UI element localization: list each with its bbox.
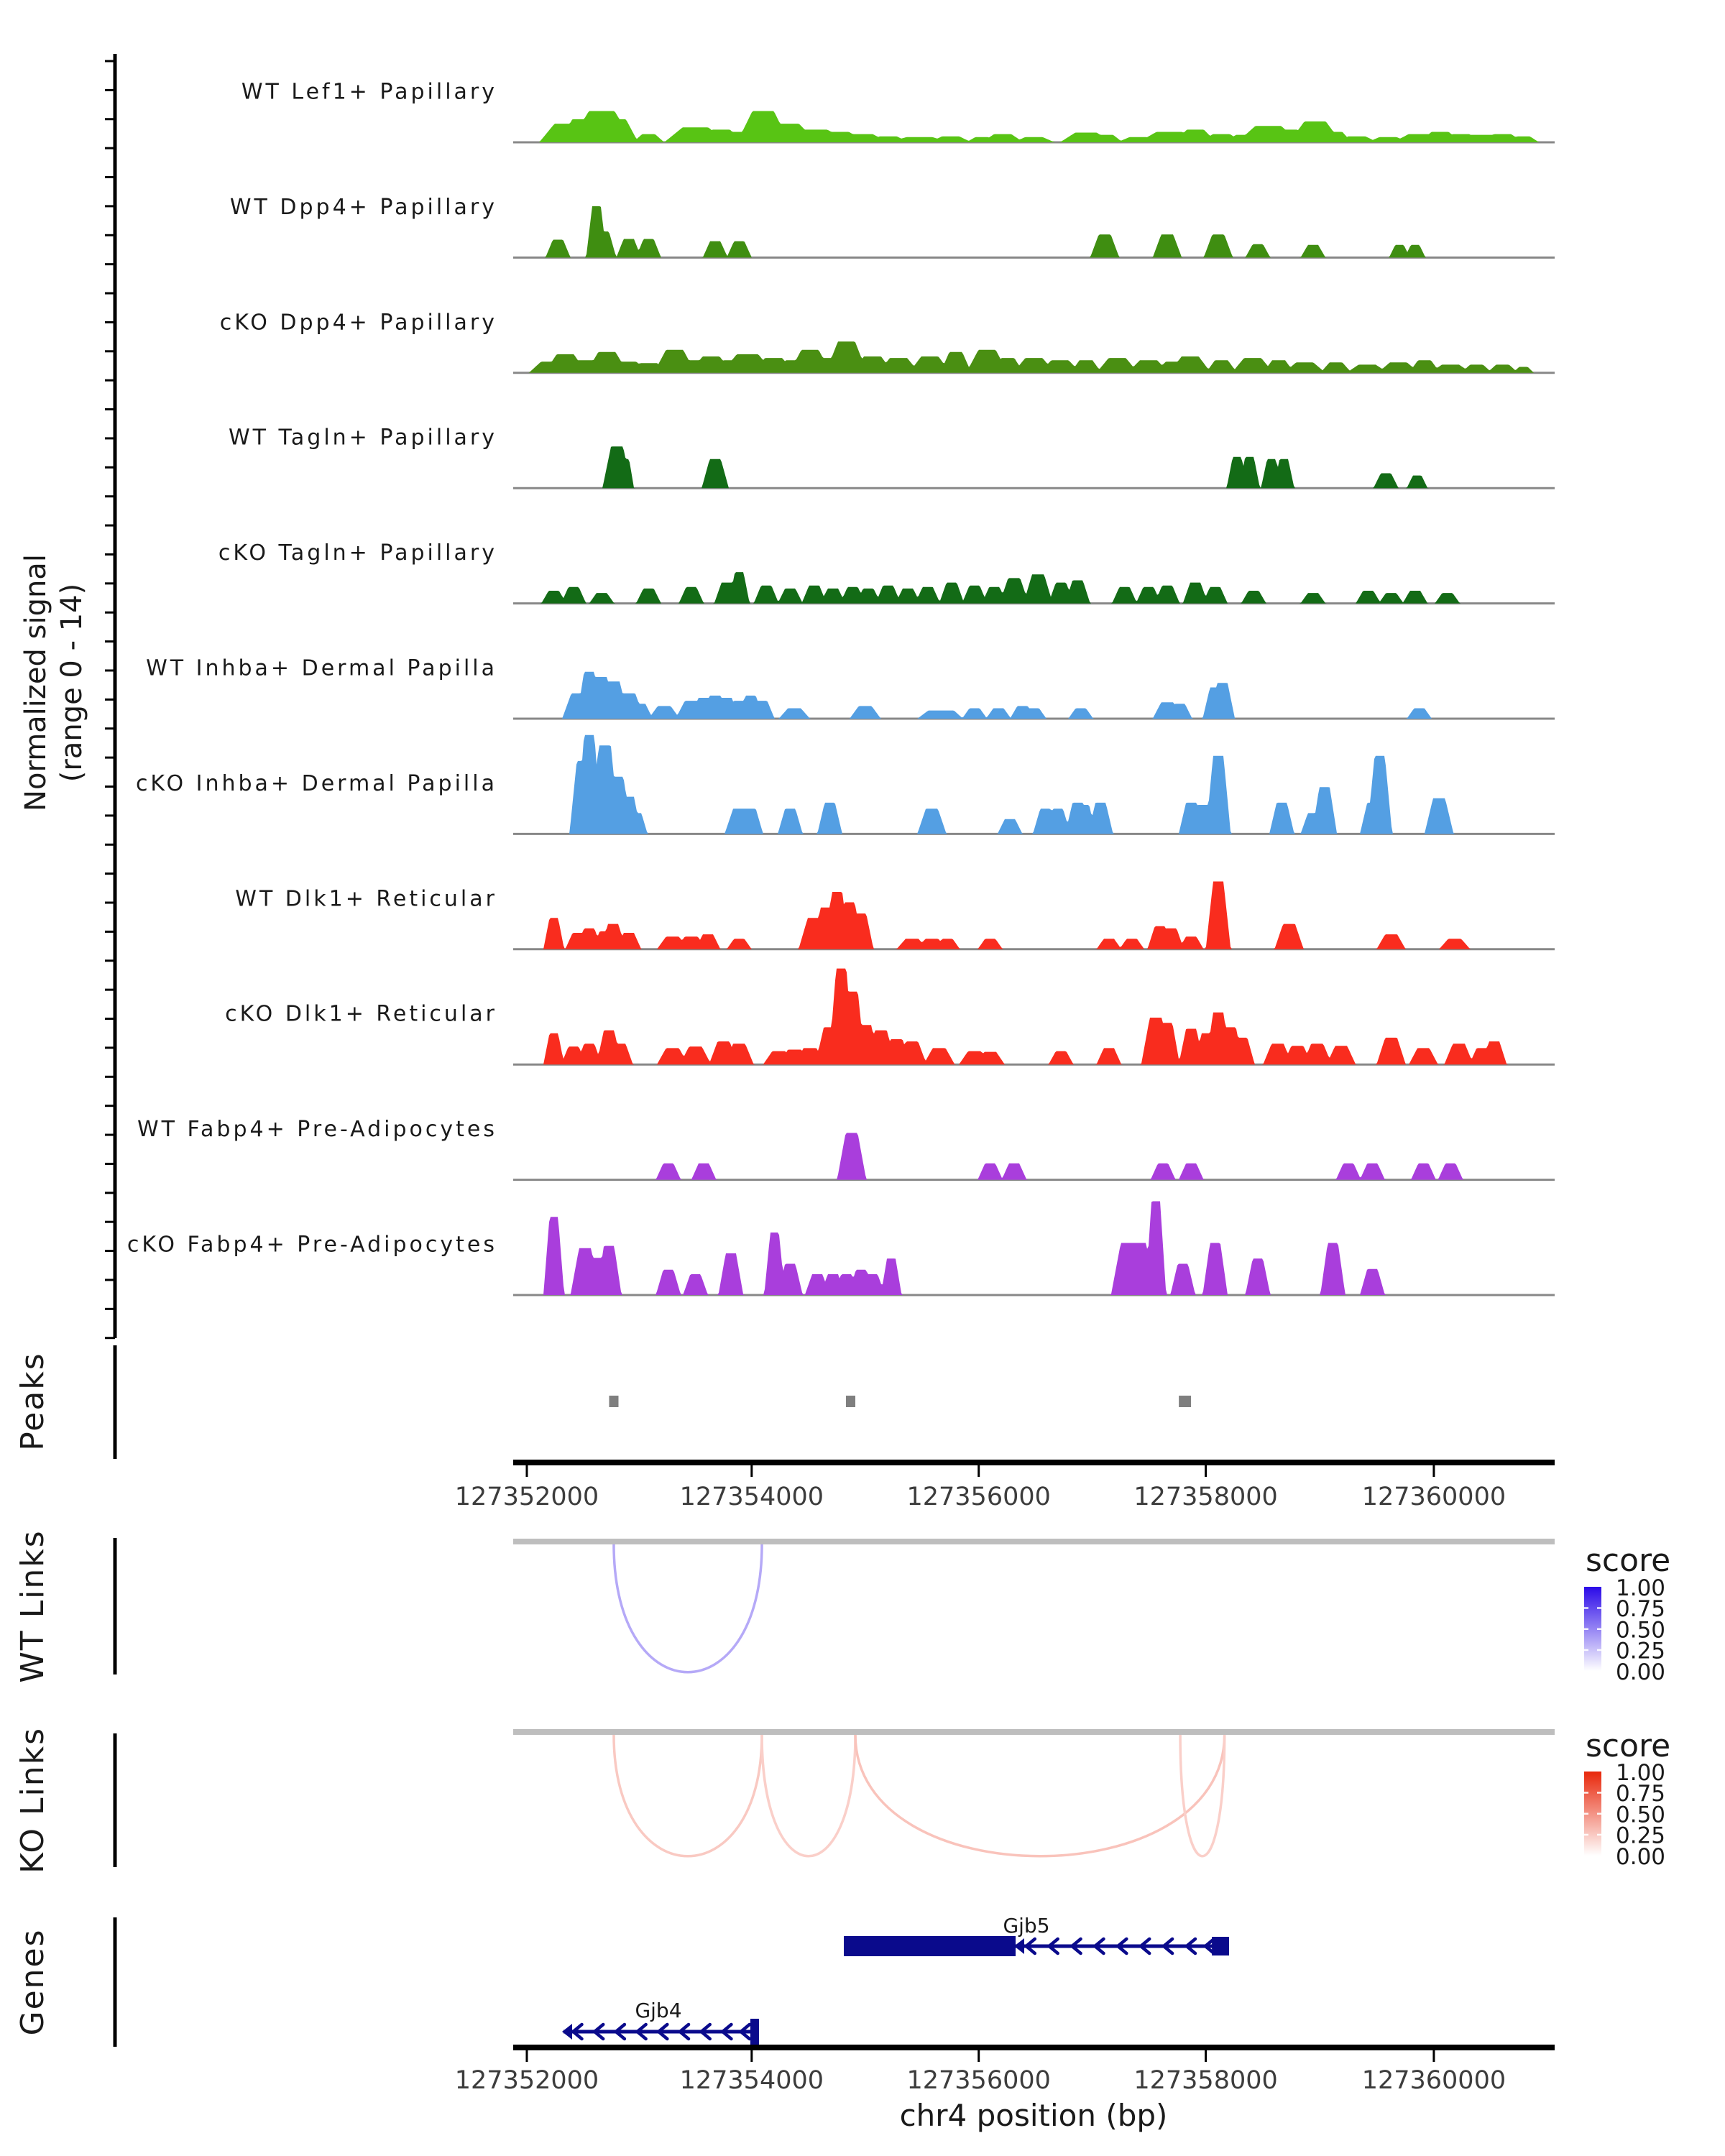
links-baseline <box>513 1729 1555 1735</box>
peak-region-box <box>1179 1396 1191 1407</box>
signal-area <box>513 111 1555 143</box>
gene-label-gjb4: Gjb4 <box>635 1999 682 2022</box>
y-axis-title-line2: (range 0 - 14) <box>55 583 88 783</box>
wt-score-legend-title: score <box>1586 1542 1671 1579</box>
track-label: cKO Inhba+ Dermal Papilla <box>135 770 497 796</box>
score-gradient-tick <box>1597 1649 1601 1651</box>
signal-area <box>513 672 1555 719</box>
score-legend-value: 1.00 <box>1616 1760 1666 1786</box>
genes-panel <box>562 1936 1229 2045</box>
track-label: cKO Fabp4+ Pre-Adipocytes <box>126 1232 497 1258</box>
score-gradient-tick <box>1597 1607 1601 1609</box>
score-legend-value: 0.00 <box>1616 1843 1666 1870</box>
signal-area <box>513 1133 1555 1179</box>
signal-area <box>513 735 1555 834</box>
x-axis-tick-label: 127360000 <box>1361 1483 1506 1511</box>
signal-tracks <box>127 80 1555 1296</box>
ko-links-panel <box>513 1729 1555 1856</box>
score-legend-value: 0.50 <box>1616 1802 1666 1828</box>
score-legend-value: 0.50 <box>1616 1617 1666 1644</box>
track-label: WT Fabp4+ Pre-Adipocytes <box>137 1117 497 1143</box>
peaks-panel <box>609 1396 1191 1407</box>
score-gradient-tick <box>1597 1813 1601 1815</box>
gene-exon <box>844 1936 1016 1956</box>
track-label: WT Dlk1+ Reticular <box>235 886 497 912</box>
x-axis-tick-label: 127358000 <box>1133 2066 1278 2095</box>
signal-area <box>513 1202 1555 1296</box>
score-gradient-tick <box>1597 1628 1601 1631</box>
score-gradient-tick <box>1584 1813 1588 1815</box>
score-legend-value: 0.25 <box>1616 1638 1666 1664</box>
gene-exon <box>750 2019 759 2045</box>
track-label: WT Lef1+ Papillary <box>241 79 497 105</box>
track-label: WT Dpp4+ Papillary <box>229 194 497 220</box>
x-axis-tick-label: 127354000 <box>679 1483 824 1511</box>
signal-area <box>513 341 1555 373</box>
y-axis-title-line1: Normalized signal <box>19 554 52 811</box>
gene-label-gjb5: Gjb5 <box>1003 1914 1050 1938</box>
x-axis-bar <box>513 1460 1555 1465</box>
signal-area <box>513 446 1555 488</box>
x-axis-label: chr4 position (bp) <box>899 2098 1168 2133</box>
score-gradient-tick <box>1597 1792 1601 1794</box>
score-gradient-tick <box>1584 1834 1588 1836</box>
links-baseline <box>513 1539 1555 1544</box>
track-label: cKO Tagln+ Papillary <box>218 540 497 566</box>
score-gradient-tick <box>1597 1834 1601 1836</box>
score-legend-value: 0.00 <box>1616 1659 1666 1685</box>
x-axis-tick-label: 127352000 <box>454 1483 599 1511</box>
score-legend-value: 1.00 <box>1616 1575 1666 1601</box>
score-gradient-tick <box>1584 1649 1588 1651</box>
x-axis-genes <box>455 2045 1555 2095</box>
link-arc <box>855 1735 1225 1856</box>
x-axis-tick-label: 127358000 <box>1133 1483 1278 1511</box>
signal-area <box>513 206 1555 258</box>
wt-links-panel <box>513 1539 1555 1672</box>
x-axis-tick-label: 127356000 <box>906 1483 1051 1511</box>
genes-section-label: Genes <box>14 1928 51 2036</box>
score-gradient-tick <box>1584 1628 1588 1631</box>
link-arc <box>762 1735 855 1856</box>
ko-score-legend-title: score <box>1586 1728 1671 1764</box>
wt-links-section-label: WT Links <box>14 1529 51 1683</box>
signal-area <box>513 882 1555 949</box>
score-legend-value: 0.75 <box>1616 1781 1666 1807</box>
score-gradient-tick <box>1584 1792 1588 1794</box>
peak-region-box <box>846 1396 855 1407</box>
signal-area <box>513 969 1555 1065</box>
x-axis-tick-label: 127354000 <box>679 2066 824 2095</box>
peaks-section-label: Peaks <box>14 1352 51 1451</box>
gene-end-arrowhead-icon <box>562 2024 572 2040</box>
track-label: WT Tagln+ Papillary <box>229 425 497 451</box>
gene-end-arrowhead-icon <box>1014 1938 1024 1954</box>
score-legend-value: 0.75 <box>1616 1596 1666 1623</box>
link-arc <box>614 1735 762 1856</box>
signal-area <box>513 572 1555 604</box>
peak-region-box <box>609 1396 618 1407</box>
track-label: cKO Dpp4+ Papillary <box>219 310 497 336</box>
track-label: WT Inhba+ Dermal Papilla <box>146 655 497 681</box>
x-axis-tick-label: 127352000 <box>454 2066 599 2095</box>
track-label: cKO Dlk1+ Reticular <box>225 1001 497 1027</box>
x-axis-bar <box>513 2045 1555 2050</box>
x-axis-tick-label: 127356000 <box>906 2066 1051 2095</box>
score-legends <box>1584 1575 1665 1870</box>
score-legend-value: 0.25 <box>1616 1823 1666 1849</box>
ko-links-section-label: KO Links <box>14 1726 51 1874</box>
score-gradient-tick <box>1584 1607 1588 1609</box>
x-axis-peaks <box>455 1460 1555 1511</box>
x-axis-tick-label: 127360000 <box>1361 2066 1506 2095</box>
link-arc <box>614 1544 762 1672</box>
